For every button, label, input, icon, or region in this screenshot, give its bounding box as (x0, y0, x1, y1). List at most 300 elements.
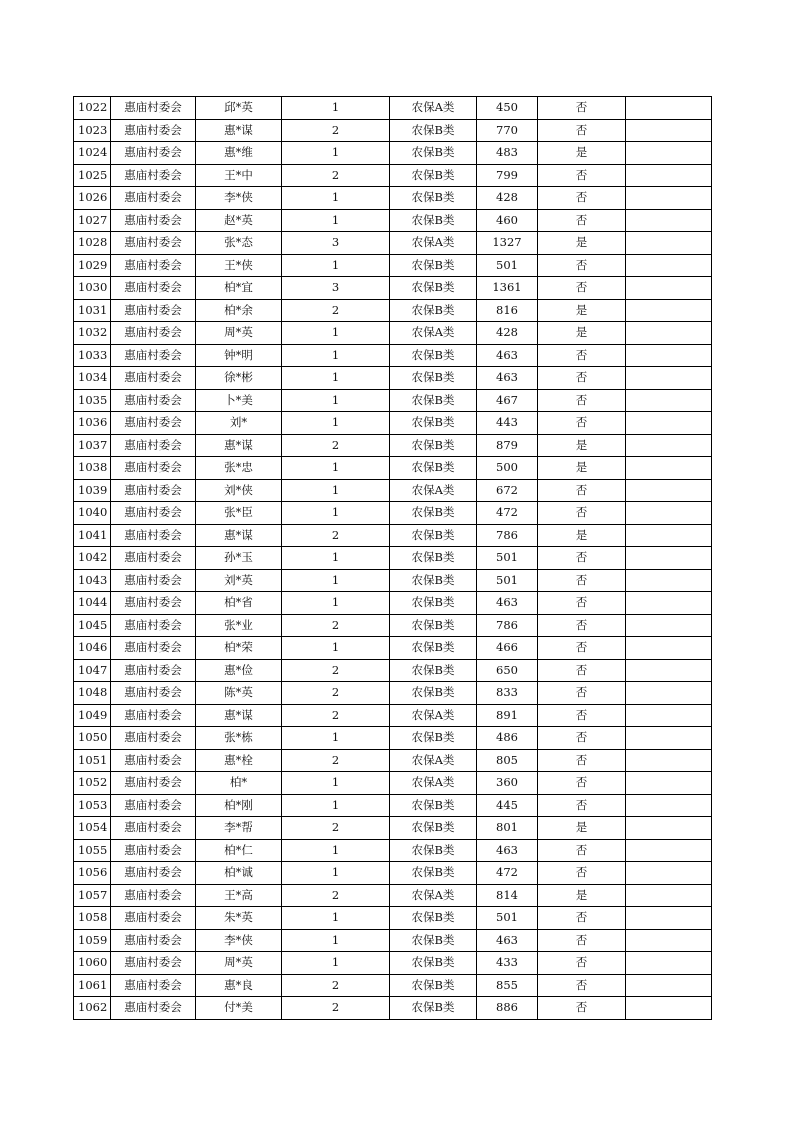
table-row (74, 367, 712, 390)
resident-name-cell: 柏* (196, 772, 282, 795)
remarks-cell (626, 997, 712, 1020)
village-committee-cell: 惠庙村委会 (111, 479, 196, 502)
village-committee-cell: 惠庙村委会 (111, 727, 196, 750)
amount-cell: 770 (477, 119, 538, 142)
row-id-cell: 1049 (74, 704, 111, 727)
village-committee-cell: 惠庙村委会 (111, 367, 196, 390)
status-flag-cell: 否 (538, 997, 626, 1020)
status-flag-cell: 否 (538, 592, 626, 615)
village-committee-cell: 惠庙村委会 (111, 637, 196, 660)
remarks-cell (626, 794, 712, 817)
resident-name-cell: 惠*谋 (196, 704, 282, 727)
village-committee-cell: 惠庙村委会 (111, 277, 196, 300)
status-flag-cell: 否 (538, 367, 626, 390)
amount-cell: 467 (477, 389, 538, 412)
amount-cell: 428 (477, 187, 538, 210)
remarks-cell (626, 772, 712, 795)
remarks-cell (626, 682, 712, 705)
household-members-cell: 1 (282, 637, 390, 660)
village-committee-cell: 惠庙村委会 (111, 817, 196, 840)
insurance-category-cell: 农保A类 (390, 884, 477, 907)
remarks-cell (626, 187, 712, 210)
amount-cell: 501 (477, 547, 538, 570)
household-members-cell: 2 (282, 817, 390, 840)
amount-cell: 672 (477, 479, 538, 502)
household-members-cell: 2 (282, 682, 390, 705)
amount-cell: 786 (477, 524, 538, 547)
village-committee-cell: 惠庙村委会 (111, 232, 196, 255)
household-members-cell: 3 (282, 232, 390, 255)
amount-cell: 460 (477, 209, 538, 232)
row-id-cell: 1056 (74, 862, 111, 885)
table-row (74, 839, 712, 862)
amount-cell: 472 (477, 862, 538, 885)
remarks-cell (626, 299, 712, 322)
household-members-cell: 1 (282, 97, 390, 120)
status-flag-cell: 否 (538, 277, 626, 300)
remarks-cell (626, 637, 712, 660)
insurance-category-cell: 农保B类 (390, 659, 477, 682)
village-committee-cell: 惠庙村委会 (111, 254, 196, 277)
amount-cell: 786 (477, 614, 538, 637)
row-id-cell: 1054 (74, 817, 111, 840)
row-id-cell: 1058 (74, 907, 111, 930)
insurance-category-cell: 农保B类 (390, 367, 477, 390)
status-flag-cell: 是 (538, 142, 626, 165)
remarks-cell (626, 209, 712, 232)
village-committee-cell: 惠庙村委会 (111, 884, 196, 907)
resident-name-cell: 惠*谋 (196, 119, 282, 142)
resident-name-cell: 刘*英 (196, 569, 282, 592)
row-id-cell: 1041 (74, 524, 111, 547)
remarks-cell (626, 412, 712, 435)
status-flag-cell: 否 (538, 187, 626, 210)
village-committee-cell: 惠庙村委会 (111, 299, 196, 322)
status-flag-cell: 否 (538, 929, 626, 952)
table-row (74, 142, 712, 165)
household-members-cell: 1 (282, 592, 390, 615)
village-committee-cell: 惠庙村委会 (111, 569, 196, 592)
village-committee-cell: 惠庙村委会 (111, 344, 196, 367)
amount-cell: 886 (477, 997, 538, 1020)
village-committee-cell: 惠庙村委会 (111, 164, 196, 187)
table-row (74, 344, 712, 367)
resident-name-cell: 邱*英 (196, 97, 282, 120)
village-committee-cell: 惠庙村委会 (111, 614, 196, 637)
village-committee-cell: 惠庙村委会 (111, 704, 196, 727)
insurance-category-cell: 农保B类 (390, 974, 477, 997)
amount-cell: 816 (477, 299, 538, 322)
table-row (74, 254, 712, 277)
insurance-category-cell: 农保B类 (390, 254, 477, 277)
table-row (74, 97, 712, 120)
table-row (74, 547, 712, 570)
village-committee-cell: 惠庙村委会 (111, 974, 196, 997)
amount-cell: 1361 (477, 277, 538, 300)
insurance-category-cell: 农保B类 (390, 839, 477, 862)
row-id-cell: 1055 (74, 839, 111, 862)
resident-name-cell: 王*高 (196, 884, 282, 907)
village-committee-cell: 惠庙村委会 (111, 682, 196, 705)
row-id-cell: 1026 (74, 187, 111, 210)
resident-name-cell: 张*态 (196, 232, 282, 255)
village-committee-cell: 惠庙村委会 (111, 547, 196, 570)
household-members-cell: 1 (282, 907, 390, 930)
amount-cell: 879 (477, 434, 538, 457)
remarks-cell (626, 884, 712, 907)
household-members-cell: 1 (282, 839, 390, 862)
village-committee-cell: 惠庙村委会 (111, 952, 196, 975)
household-members-cell: 1 (282, 412, 390, 435)
resident-name-cell: 柏*仁 (196, 839, 282, 862)
household-members-cell: 1 (282, 929, 390, 952)
insurance-category-cell: 农保B类 (390, 682, 477, 705)
household-members-cell: 1 (282, 479, 390, 502)
household-members-cell: 1 (282, 862, 390, 885)
resident-name-cell: 王*侠 (196, 254, 282, 277)
household-members-cell: 2 (282, 434, 390, 457)
amount-cell: 805 (477, 749, 538, 772)
status-flag-cell: 否 (538, 547, 626, 570)
remarks-cell (626, 974, 712, 997)
resident-name-cell: 赵*英 (196, 209, 282, 232)
row-id-cell: 1061 (74, 974, 111, 997)
status-flag-cell: 否 (538, 749, 626, 772)
household-members-cell: 1 (282, 952, 390, 975)
insurance-category-cell: 农保A类 (390, 97, 477, 120)
table-row (74, 164, 712, 187)
status-flag-cell: 是 (538, 524, 626, 547)
resident-name-cell: 柏*诚 (196, 862, 282, 885)
status-flag-cell: 否 (538, 412, 626, 435)
status-flag-cell: 否 (538, 209, 626, 232)
status-flag-cell: 否 (538, 862, 626, 885)
table-row (74, 232, 712, 255)
insurance-category-cell: 农保B类 (390, 952, 477, 975)
status-flag-cell: 否 (538, 952, 626, 975)
remarks-cell (626, 929, 712, 952)
table-row (74, 884, 712, 907)
amount-cell: 443 (477, 412, 538, 435)
household-members-cell: 2 (282, 997, 390, 1020)
status-flag-cell: 是 (538, 884, 626, 907)
status-flag-cell: 是 (538, 817, 626, 840)
insurance-category-cell: 农保B类 (390, 997, 477, 1020)
status-flag-cell: 否 (538, 839, 626, 862)
household-members-cell: 1 (282, 254, 390, 277)
household-members-cell: 2 (282, 119, 390, 142)
table-row (74, 862, 712, 885)
row-id-cell: 1025 (74, 164, 111, 187)
row-id-cell: 1060 (74, 952, 111, 975)
amount-cell: 799 (477, 164, 538, 187)
amount-cell: 450 (477, 97, 538, 120)
remarks-cell (626, 749, 712, 772)
household-members-cell: 1 (282, 502, 390, 525)
status-flag-cell: 否 (538, 164, 626, 187)
household-members-cell: 1 (282, 772, 390, 795)
status-flag-cell: 否 (538, 479, 626, 502)
row-id-cell: 1037 (74, 434, 111, 457)
village-committee-cell: 惠庙村委会 (111, 209, 196, 232)
insurance-category-cell: 农保B类 (390, 209, 477, 232)
insurance-category-cell: 农保B类 (390, 592, 477, 615)
row-id-cell: 1050 (74, 727, 111, 750)
village-committee-cell: 惠庙村委会 (111, 97, 196, 120)
household-members-cell: 1 (282, 389, 390, 412)
row-id-cell: 1062 (74, 997, 111, 1020)
village-committee-cell: 惠庙村委会 (111, 457, 196, 480)
insurance-category-cell: 农保B类 (390, 344, 477, 367)
status-flag-cell: 否 (538, 704, 626, 727)
resident-name-cell: 柏*刚 (196, 794, 282, 817)
resident-name-cell: 柏*荣 (196, 637, 282, 660)
household-members-cell: 1 (282, 209, 390, 232)
insurance-category-cell: 农保B类 (390, 502, 477, 525)
row-id-cell: 1031 (74, 299, 111, 322)
row-id-cell: 1027 (74, 209, 111, 232)
household-members-cell: 2 (282, 974, 390, 997)
village-committee-cell: 惠庙村委会 (111, 862, 196, 885)
remarks-cell (626, 839, 712, 862)
insurance-category-cell: 农保B类 (390, 299, 477, 322)
row-id-cell: 1022 (74, 97, 111, 120)
row-id-cell: 1023 (74, 119, 111, 142)
village-committee-cell: 惠庙村委会 (111, 794, 196, 817)
insurance-category-cell: 农保B类 (390, 412, 477, 435)
household-members-cell: 1 (282, 322, 390, 345)
remarks-cell (626, 547, 712, 570)
row-id-cell: 1042 (74, 547, 111, 570)
amount-cell: 466 (477, 637, 538, 660)
remarks-cell (626, 434, 712, 457)
resident-name-cell: 钟*明 (196, 344, 282, 367)
table-row (74, 637, 712, 660)
village-committee-cell: 惠庙村委会 (111, 502, 196, 525)
resident-name-cell: 惠*栓 (196, 749, 282, 772)
status-flag-cell: 否 (538, 119, 626, 142)
household-members-cell: 1 (282, 344, 390, 367)
table-row (74, 389, 712, 412)
resident-name-cell: 柏*宜 (196, 277, 282, 300)
insurance-category-cell: 农保B类 (390, 614, 477, 637)
insurance-category-cell: 农保B类 (390, 434, 477, 457)
village-committee-cell: 惠庙村委会 (111, 119, 196, 142)
row-id-cell: 1038 (74, 457, 111, 480)
remarks-cell (626, 389, 712, 412)
amount-cell: 472 (477, 502, 538, 525)
status-flag-cell: 否 (538, 344, 626, 367)
amount-cell: 433 (477, 952, 538, 975)
amount-cell: 501 (477, 907, 538, 930)
status-flag-cell: 是 (538, 457, 626, 480)
household-members-cell: 1 (282, 142, 390, 165)
insurance-category-cell: 农保B类 (390, 637, 477, 660)
status-flag-cell: 否 (538, 974, 626, 997)
resident-name-cell: 刘* (196, 412, 282, 435)
insurance-category-cell: 农保B类 (390, 142, 477, 165)
village-committee-cell: 惠庙村委会 (111, 592, 196, 615)
remarks-cell (626, 614, 712, 637)
status-flag-cell: 是 (538, 322, 626, 345)
remarks-cell (626, 704, 712, 727)
row-id-cell: 1030 (74, 277, 111, 300)
resident-name-cell: 刘*侠 (196, 479, 282, 502)
village-committee-cell: 惠庙村委会 (111, 412, 196, 435)
household-members-cell: 2 (282, 299, 390, 322)
table-row (74, 704, 712, 727)
row-id-cell: 1044 (74, 592, 111, 615)
table-row (74, 457, 712, 480)
insurance-category-cell: 农保B类 (390, 524, 477, 547)
resident-name-cell: 朱*英 (196, 907, 282, 930)
resident-name-cell: 王*中 (196, 164, 282, 187)
row-id-cell: 1033 (74, 344, 111, 367)
roster-table-body (74, 97, 712, 1020)
village-committee-cell: 惠庙村委会 (111, 187, 196, 210)
row-id-cell: 1059 (74, 929, 111, 952)
status-flag-cell: 否 (538, 569, 626, 592)
household-members-cell: 1 (282, 187, 390, 210)
household-members-cell: 2 (282, 704, 390, 727)
resident-name-cell: 张*栋 (196, 727, 282, 750)
table-row (74, 412, 712, 435)
row-id-cell: 1057 (74, 884, 111, 907)
insurance-category-cell: 农保A类 (390, 479, 477, 502)
table-row (74, 299, 712, 322)
remarks-cell (626, 457, 712, 480)
village-committee-cell: 惠庙村委会 (111, 772, 196, 795)
remarks-cell (626, 524, 712, 547)
insurance-category-cell: 农保B类 (390, 119, 477, 142)
village-committee-cell: 惠庙村委会 (111, 997, 196, 1020)
household-members-cell: 1 (282, 569, 390, 592)
status-flag-cell: 否 (538, 682, 626, 705)
insurance-category-cell: 农保B类 (390, 929, 477, 952)
insurance-category-cell: 农保B类 (390, 547, 477, 570)
remarks-cell (626, 322, 712, 345)
household-members-cell: 2 (282, 524, 390, 547)
row-id-cell: 1047 (74, 659, 111, 682)
insurance-category-cell: 农保B类 (390, 277, 477, 300)
insurance-category-cell: 农保A类 (390, 322, 477, 345)
insurance-category-cell: 农保A类 (390, 749, 477, 772)
remarks-cell (626, 277, 712, 300)
table-row (74, 907, 712, 930)
resident-name-cell: 李*帮 (196, 817, 282, 840)
row-id-cell: 1051 (74, 749, 111, 772)
insurance-category-cell: 农保B类 (390, 187, 477, 210)
amount-cell: 855 (477, 974, 538, 997)
village-committee-cell: 惠庙村委会 (111, 929, 196, 952)
amount-cell: 463 (477, 929, 538, 952)
amount-cell: 428 (477, 322, 538, 345)
row-id-cell: 1028 (74, 232, 111, 255)
remarks-cell (626, 502, 712, 525)
insurance-category-cell: 农保A类 (390, 772, 477, 795)
table-row (74, 209, 712, 232)
insurance-category-cell: 农保B类 (390, 862, 477, 885)
table-row (74, 434, 712, 457)
village-committee-cell: 惠庙村委会 (111, 839, 196, 862)
remarks-cell (626, 254, 712, 277)
village-committee-cell: 惠庙村委会 (111, 749, 196, 772)
insurance-category-cell: 农保B类 (390, 907, 477, 930)
remarks-cell (626, 952, 712, 975)
table-row (74, 794, 712, 817)
row-id-cell: 1040 (74, 502, 111, 525)
insurance-category-cell: 农保B类 (390, 817, 477, 840)
amount-cell: 360 (477, 772, 538, 795)
table-row (74, 974, 712, 997)
amount-cell: 500 (477, 457, 538, 480)
village-committee-cell: 惠庙村委会 (111, 907, 196, 930)
row-id-cell: 1039 (74, 479, 111, 502)
table-row (74, 569, 712, 592)
household-members-cell: 1 (282, 547, 390, 570)
household-members-cell: 2 (282, 614, 390, 637)
row-id-cell: 1035 (74, 389, 111, 412)
status-flag-cell: 否 (538, 502, 626, 525)
insurance-category-cell: 农保A类 (390, 704, 477, 727)
table-row (74, 659, 712, 682)
household-members-cell: 1 (282, 367, 390, 390)
table-row (74, 952, 712, 975)
row-id-cell: 1034 (74, 367, 111, 390)
status-flag-cell: 是 (538, 232, 626, 255)
resident-name-cell: 惠*谋 (196, 524, 282, 547)
status-flag-cell: 否 (538, 907, 626, 930)
resident-name-cell: 陈*英 (196, 682, 282, 705)
resident-name-cell: 惠*维 (196, 142, 282, 165)
row-id-cell: 1032 (74, 322, 111, 345)
remarks-cell (626, 727, 712, 750)
amount-cell: 463 (477, 344, 538, 367)
table-row (74, 772, 712, 795)
amount-cell: 814 (477, 884, 538, 907)
village-committee-cell: 惠庙村委会 (111, 659, 196, 682)
table-row (74, 682, 712, 705)
village-committee-cell: 惠庙村委会 (111, 142, 196, 165)
amount-cell: 463 (477, 592, 538, 615)
status-flag-cell: 是 (538, 299, 626, 322)
row-id-cell: 1029 (74, 254, 111, 277)
household-members-cell: 2 (282, 749, 390, 772)
amount-cell: 501 (477, 569, 538, 592)
amount-cell: 445 (477, 794, 538, 817)
table-row (74, 524, 712, 547)
table-row (74, 322, 712, 345)
resident-name-cell: 孙*玉 (196, 547, 282, 570)
remarks-cell (626, 164, 712, 187)
status-flag-cell: 否 (538, 389, 626, 412)
status-flag-cell: 否 (538, 614, 626, 637)
resident-name-cell: 李*侠 (196, 929, 282, 952)
resident-name-cell: 惠*俭 (196, 659, 282, 682)
amount-cell: 483 (477, 142, 538, 165)
remarks-cell (626, 232, 712, 255)
resident-name-cell: 卜*美 (196, 389, 282, 412)
household-members-cell: 2 (282, 659, 390, 682)
remarks-cell (626, 119, 712, 142)
amount-cell: 833 (477, 682, 538, 705)
insurance-category-cell: 农保B类 (390, 389, 477, 412)
resident-name-cell: 李*侠 (196, 187, 282, 210)
household-members-cell: 1 (282, 727, 390, 750)
remarks-cell (626, 862, 712, 885)
remarks-cell (626, 142, 712, 165)
remarks-cell (626, 367, 712, 390)
